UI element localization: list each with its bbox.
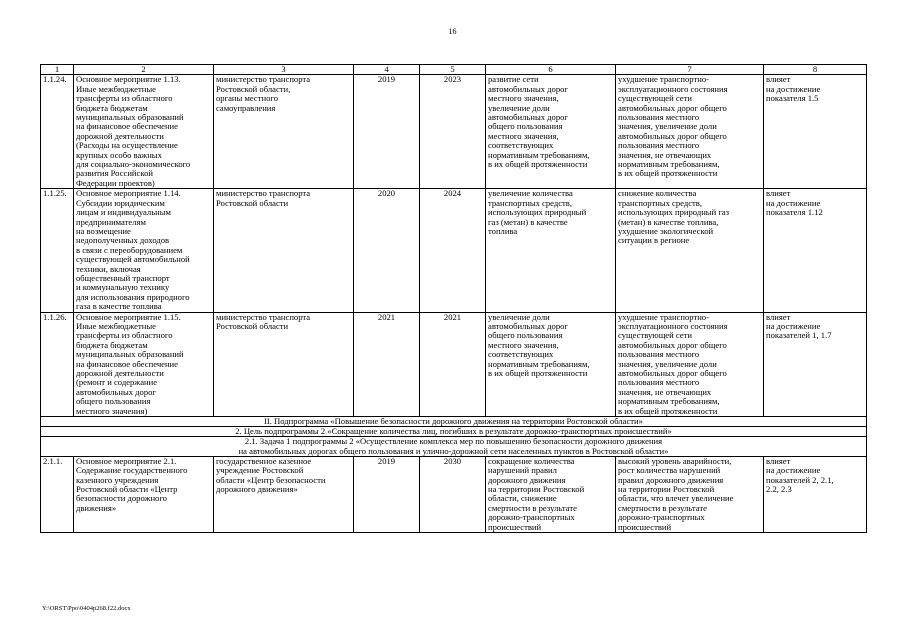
subprogram-title: II. Подпрограмма «Повышение безопасности дорожного движения на территории Ростовской области» xyxy=(41,417,867,427)
column-header: 6 xyxy=(486,65,616,75)
row-number: 1.1.24. xyxy=(41,75,74,189)
executor: министерство транспорта Ростовской области xyxy=(214,312,354,416)
column-header: 7 xyxy=(616,65,764,75)
table-row xyxy=(41,456,867,532)
row-number: 1.1.25. xyxy=(41,189,74,312)
section-row xyxy=(41,427,867,437)
start-year: 2019 xyxy=(354,75,420,189)
table-row xyxy=(41,312,867,416)
task-title: 2.1. Задача 1 подпрограммы 2 «Осуществление комплекса мер по повышению безопасности дорожного движения на автомобильных дорогах общего пользования и улично-дорожной сети населенных пунктов в Ростовской области» xyxy=(41,437,867,456)
indicator-link: влияет на достижение показателей 2, 2.1, 2.2, 2.3 xyxy=(764,456,867,532)
section-row xyxy=(41,437,867,456)
non-implementation-consequence: снижение количества транспортных средств, использующих природный газ (метан) в качестве топлива, ухудшение экологической ситуации в регионе xyxy=(616,189,764,312)
indicator-link: влияет на достижение показателя 1.12 xyxy=(764,189,867,312)
column-header: 4 xyxy=(354,65,420,75)
end-year: 2023 xyxy=(420,75,486,189)
indicator-link: влияет на достижение показателей 1, 1.7 xyxy=(764,312,867,416)
table-header-row xyxy=(41,65,867,75)
start-year: 2019 xyxy=(354,456,420,532)
section-row xyxy=(41,417,867,427)
start-year: 2020 xyxy=(354,189,420,312)
column-header: 2 xyxy=(74,65,214,75)
column-header: 3 xyxy=(214,65,354,75)
event-name: Основное мероприятие 1.14. Субсидии юридическим лицам и индивидуальным предпринимателям на возмещение недополученных доходов в связи с переоборудованием существующей автомобильной техники, включая общественный транспорт и коммунальную технику для использования природного газа в качестве топлива xyxy=(74,189,214,312)
expected-result: увеличение доли автомобильных дорог общего пользования местного значения, соответствующих нормативным требованиям, в их общей протяженности xyxy=(486,312,616,416)
table-row xyxy=(41,189,867,312)
non-implementation-consequence: ухудшение транспортно- эксплуатационного состояния существующей сети автомобильных дорог общего пользования местного значения, увеличение доли автомобильных дорог общего пользования местного значения, не отвечающих нормативным требованиям, в их общей протяженности xyxy=(616,75,764,189)
event-name: Основное мероприятие 2.1. Содержание государственного казенного учреждения Ростовской области «Центр безопасности дорожного движения» xyxy=(74,456,214,532)
column-header: 5 xyxy=(420,65,486,75)
expected-result: сокращение количества нарушений правил дорожного движения на территории Ростовской области, снижение смертности в результате дорожно-транспортных происшествий xyxy=(486,456,616,532)
non-implementation-consequence: ухудшение транспортно- эксплуатационного состояния существующей сети автомобильных дорог общего пользования местного значения, увеличение доли автомобильных дорог общего пользования местного значения, не отвечающих нормативным требованиям, в их общей протяженности xyxy=(616,312,764,416)
measures-table xyxy=(40,64,867,533)
executor: министерство транспорта Ростовской области, органы местного самоуправления xyxy=(214,75,354,189)
row-number: 1.1.26. xyxy=(41,312,74,416)
goal-title: 2. Цель подпрограммы 2 «Сокращение количества лиц, погибших в результате дорожно-транспортных происшествий» xyxy=(41,427,867,437)
table-row xyxy=(41,75,867,189)
end-year: 2021 xyxy=(420,312,486,416)
executor: министерство транспорта Ростовской области xyxy=(214,189,354,312)
executor: государственное казенное учреждение Ростовской области «Центр безопасности дорожного движения» xyxy=(214,456,354,532)
indicator-link: влияет на достижение показателя 1.5 xyxy=(764,75,867,189)
non-implementation-consequence: высокий уровень аварийности, рост количества нарушений правил дорожного движения на территории Ростовской области, что влечет увеличение смертности в результате дорожно-транспортных происшествий xyxy=(616,456,764,532)
event-name: Основное мероприятие 1.13. Иные межбюджетные трансферты из областного бюджета бюджетам муниципальных образований на финансовое обеспечение дорожной деятельности (Расходы на осуществление крупных особо важных для социально-экономического развития Российской Федерации проектов) xyxy=(74,75,214,189)
expected-result: развитие сети автомобильных дорог местного значения, увеличение доли автомобильных дорог общего пользования местного значения, соответствующих нормативным требованиям, в их общей протяженности xyxy=(486,75,616,189)
column-header: 1 xyxy=(41,65,74,75)
row-number: 2.1.1. xyxy=(41,456,74,532)
expected-result: увеличение количества транспортных средств, использующих природный газ (метан) в качестве топлива xyxy=(486,189,616,312)
end-year: 2030 xyxy=(420,456,486,532)
end-year: 2024 xyxy=(420,189,486,312)
start-year: 2021 xyxy=(354,312,420,416)
column-header: 8 xyxy=(764,65,867,75)
file-path: Y:\ORST\Ppo\0404p268.f22.docx xyxy=(42,605,131,612)
page-number: 16 xyxy=(448,27,457,36)
event-name: Основное мероприятие 1.15. Иные межбюджетные трансферты из областного бюджета бюджетам муниципальных образований на финансовое обеспечение дорожной деятельности (ремонт и содержание автомобильных дорог общего пользования местного значения) xyxy=(74,312,214,416)
